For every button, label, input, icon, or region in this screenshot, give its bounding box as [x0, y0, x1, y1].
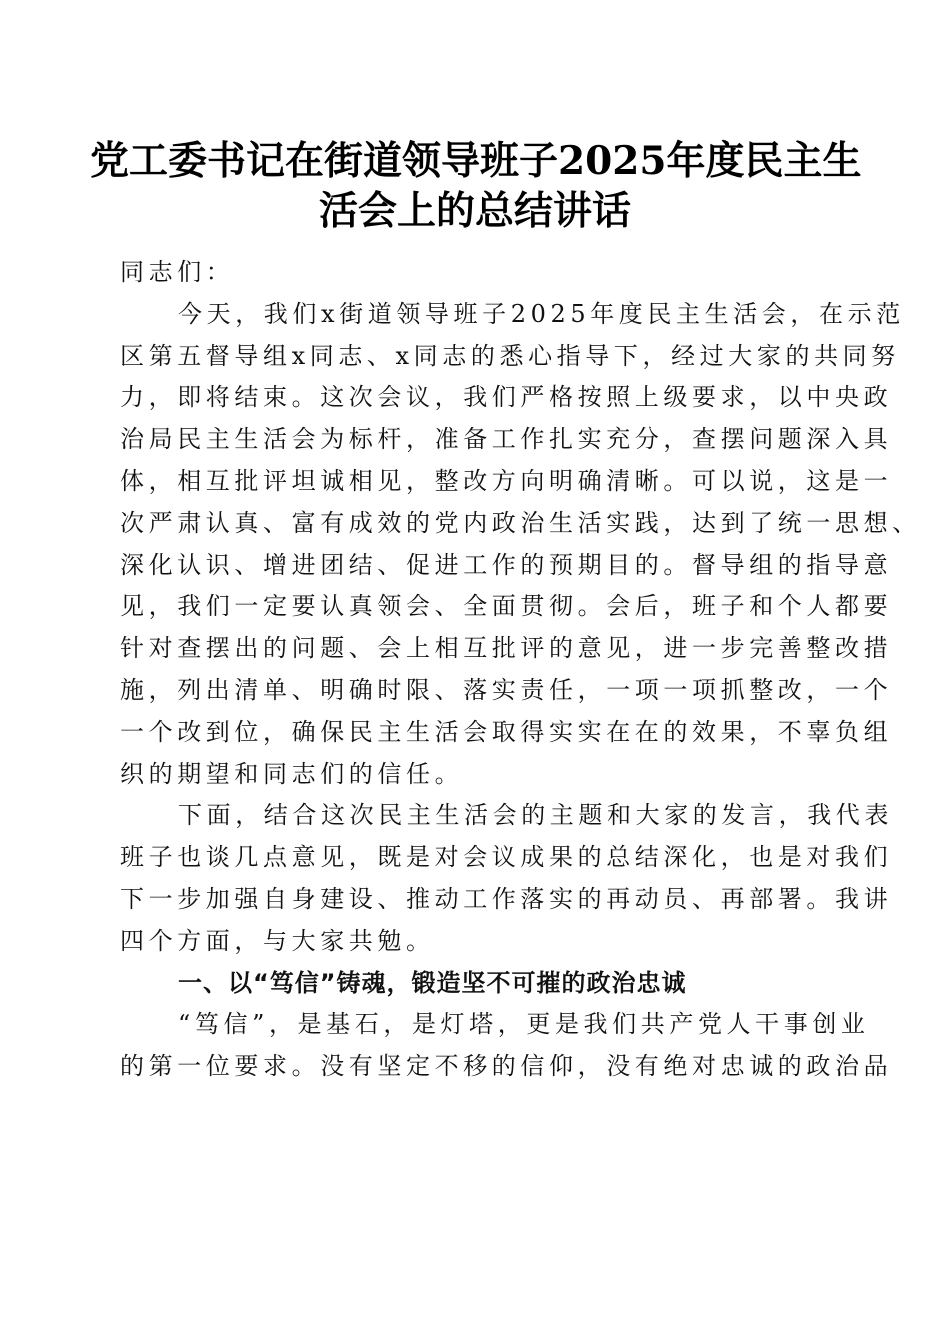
- paragraph-section-1: [120, 1004, 893, 1088]
- paragraph-line: 针对查摆出的问题、会上相互批评的意见，进一步完善整改措: [120, 634, 893, 663]
- paragraph-line: 的第一位要求。没有坚定不移的信仰，没有绝对忠诚的政治品: [120, 1052, 893, 1081]
- paragraph-line: 班子也谈几点意见，既是对会议成果的总结深化，也是对我们: [120, 843, 893, 872]
- paragraph-outline: [120, 795, 893, 962]
- paragraph-line: 四个方面，与大家共勉。: [120, 926, 435, 955]
- paragraph-line: 织的期望和同志们的信任。: [120, 759, 464, 788]
- paragraph-line: 下面，结合这次民主生活会的主题和大家的发言，我代表: [178, 801, 893, 830]
- paragraph-line: 治局民主生活会为标杆，准备工作扎实充分，查摆问题深入具: [120, 425, 893, 454]
- paragraph-line: 今天，我们x街道领导班子2025年度民主生活会，在示范: [178, 299, 905, 328]
- section-heading-1: 一、以“笃信”铸魂，锻造坚不可摧的政治忠诚: [178, 968, 687, 997]
- paragraph-line: “笃信”，是基石，是灯塔，更是我们共产党人干事创业: [178, 1010, 870, 1039]
- paragraph-line: 体，相互批评坦诚相见，整改方向明确清晰。可以说，这是一: [120, 466, 893, 495]
- paragraph-line: 施，列出清单、明确时限、落实责任，一项一项抓整改，一个: [120, 675, 893, 704]
- paragraph-line: 次严肃认真、富有成效的党内政治生活实践，达到了统一思想、: [120, 508, 921, 537]
- paragraph-line: 力，即将结束。这次会议，我们严格按照上级要求，以中央政: [120, 383, 893, 412]
- paragraph-line: 下一步加强自身建设、推动工作落实的再动员、再部署。我讲: [120, 884, 893, 913]
- paragraph-line: 深化认识、增进团结、促进工作的预期目的。督导组的指导意: [120, 550, 893, 579]
- document-body: [120, 252, 921, 1088]
- paragraph-line: 一个改到位，确保民主生活会取得实实在在的效果，不辜负组: [120, 717, 893, 746]
- paragraph-opening: [120, 294, 921, 796]
- paragraph-line: 见，我们一定要认真领会、全面贯彻。会后，班子和个人都要: [120, 592, 893, 621]
- paragraph-line: 区第五督导组x同志、x同志的悉心指导下，经过大家的共同努: [120, 341, 900, 370]
- title-line-1: 党工委书记在街道领导班子2025年度民主生: [90, 138, 862, 184]
- document-title: [90, 136, 860, 236]
- salutation: 同志们：: [120, 258, 235, 286]
- title-line-2: 活会上的总结讲话: [318, 188, 631, 234]
